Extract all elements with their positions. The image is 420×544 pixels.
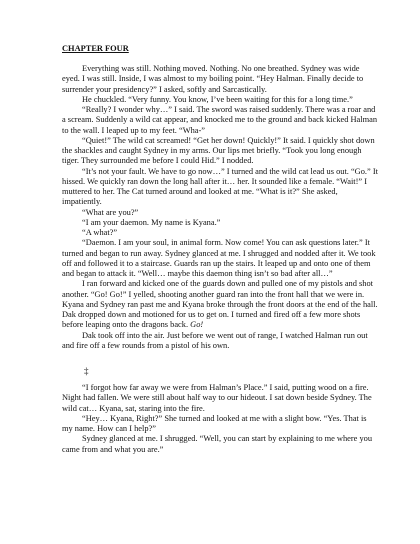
chapter-title: CHAPTER FOUR <box>62 44 129 53</box>
paragraph: “A what?” <box>82 228 118 237</box>
paragraph: “I forgot how far away we were from Halman’s Place.” I said, putting wood on a fire. Night had fallen. We were still about half way to our hideout. I sat down beside Sydney. The wild cat… Kyana, sat, staring into the fire. <box>62 383 372 413</box>
paragraph: “What are you?” <box>82 207 139 217</box>
paragraph: Dak took off into the air. Just before we went out of range, I watched Halman run out and fire off a few rounds from a pistol of his own. <box>62 330 368 350</box>
section-b <box>62 383 378 455</box>
paragraph-text: Kyana and Sydney ran past me and Kyana broke through the front doors at the end of the hall. Dak dropped down and motioned for us to get on. I turned and fired off a few more shots before leaping onto the dragons back. <box>62 299 378 330</box>
paragraph <box>62 300 378 331</box>
paragraph: “It’s not your fault. We have to go now…” I turned and the wild cat lead us out. “Go.” It hissed. We quickly ran down the long hall after it… her. It sounded like a female. “Wait!” I muttered to her. The Cat turned around and looked at me. “What is it?” She asked, impatiently. <box>62 166 378 207</box>
paragraph: I ran forward and kicked one of the guards down and pulled one of my pistols and shot another. “Go! Go!” I yelled, shooting another guard ran into the front hall that we were in. <box>62 279 373 299</box>
emphasis-text: Go! <box>190 320 204 330</box>
paragraph: “Daemon. I am your soul, in animal form. Now come! You can ask questions later.” It turned and began to run away. Sydney glanced at me. I shrugged and nodded after it. We took off and followed it to a staircase. Guards ran up the stairs. It leaped up and onto one of them and began to attack it. “Well… maybe this daemon thing isn’t so bad after all…” <box>62 238 376 278</box>
section-break-symbol: ‡ <box>84 366 89 376</box>
paragraph: “Hey… Kyana, Right?” She turned and looked at me with a slight bow. “Yes. That is my name. How can I help?” <box>62 413 367 433</box>
paragraph: Everything was still. Nothing moved. Nothing. No one breathed. Sydney was wide eyed. I was still. Inside, I was almost to my boiling point. “Hey Halman. Finally decide to surrender your presidency?” I asked, softly and Sarcastically. <box>62 64 364 94</box>
paragraph: “Quiet!” The wild cat screamed! “Get her down! Quickly!” It said. I quickly shot down the shackles and caught Sydney in my arms. Our lips met briefly. “Took you long enough tiger. They surrounded me before I could Hid.” I nodded. <box>62 135 375 166</box>
section-a <box>62 64 378 351</box>
paragraph: “Really? I wonder why…” I said. The sword was raised suddenly. There was a roar and a scream. Suddenly a wild cat appear, and knocked me to the ground and back kicked Halman to the wall. I leaped up to my feet. “Wha-” <box>62 105 378 135</box>
paragraph: “I am your daemon. My name is Kyana.” <box>82 217 221 227</box>
paragraph: Sydney glanced at me. I shrugged. “Well, you can start by explaining to me where you came from and what you are.” <box>62 434 373 454</box>
paragraph: He chuckled. “Very funny. You know, I’ve been waiting for this for a long time.” <box>82 94 353 104</box>
